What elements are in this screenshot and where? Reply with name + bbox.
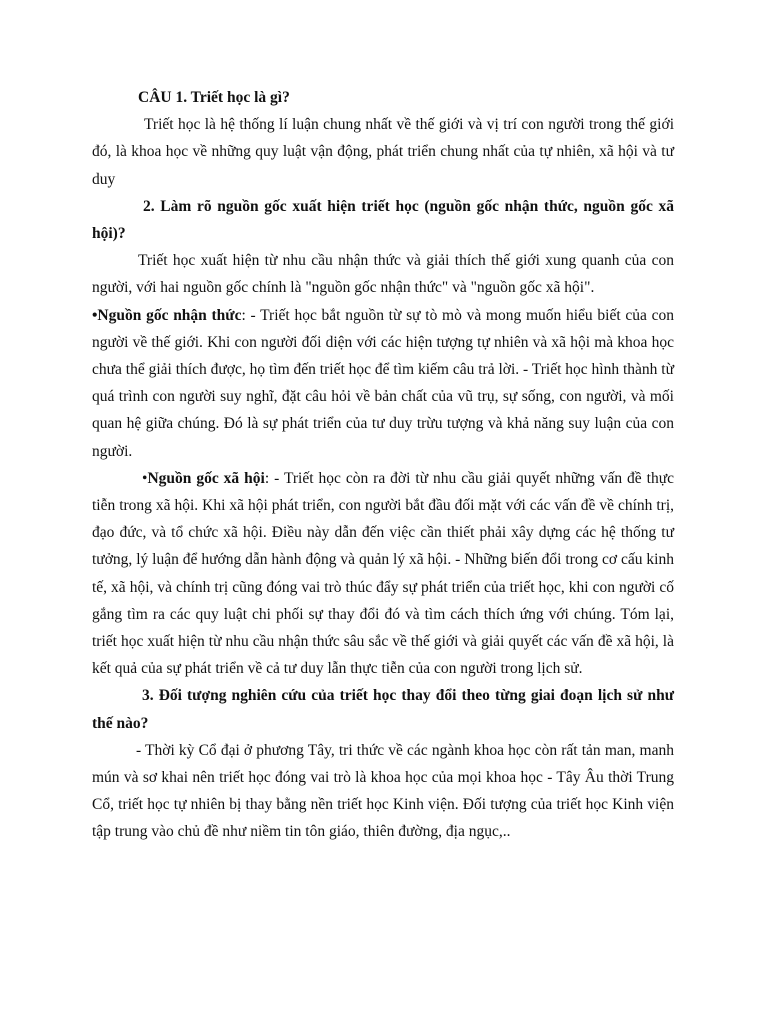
question-3-answer: - Thời kỳ Cổ đại ở phương Tây, tri thức về các ngành khoa học còn rất tản man, manh mún và sơ khai nên triết học đóng vai trò là khoa học của mọi khoa học - Tây Âu thời Trung Cổ, triết học tự nhiên bị thay bằng nền triết học Kinh viện. Đối tượng của triết học Kinh viện tập trung vào chủ đề như niềm tin tôn giáo, thiên đường, địa ngục,.. <box>92 741 674 841</box>
question-2-intro: Triết học xuất hiện từ nhu cầu nhận thức và giải thích thế giới xung quanh của con người, với hai nguồn gốc chính là "nguồn gốc nhận thức" và "nguồn gốc xã hội". <box>92 252 674 297</box>
question-1-answer: Triết học là hệ thống lí luận chung nhất về thế giới và vị trí con người trong thế giới đó, là khoa học về những quy luật vận động, phát triển chung nhất của tự nhiên, xã hội và tư duy <box>92 116 674 188</box>
question-3-title: 3. Đối tượng nghiên cứu của triết học thay đổi theo từng giai đoạn lịch sử như thế nào? <box>92 687 674 732</box>
cognitive-origin-paragraph <box>92 302 674 465</box>
question-2-title: 2. Làm rõ nguồn gốc xuất hiện triết học (nguồn gốc nhận thức, nguồn gốc xã hội)? <box>92 197 674 243</box>
social-origin-text: : - Triết học còn ra đời từ nhu cầu giải quyết những vấn đề thực tiễn trong xã hội. Khi xã hội phát triển, con người bắt đầu đối mặt với các vấn đề về chính trị, đạo đức, và tổ chức xã hội. Điều này dẫn đến việc cần thiết phải xây dựng các hệ thống tư tưởng, lý luận để hướng dẫn hành động và quản lý xã hội. - Những biến đổi trong cơ cấu kinh tế, xã hội, và chính trị cũng đóng vai trò thúc đẩy sự phát triển của triết học, khi con người cố gắng tìm ra các quy luật chi phối sự thay đổi đó và tìm cách thích ứng với chúng. Tóm lại, triết học xuất hiện từ nhu cầu nhận thức sâu sắc về thế giới và giải quyết các vấn đề xã hội, là kết quả của sự phát triển về cả tư duy lẫn thực tiễn của con người trong lịch sử. <box>92 469 674 678</box>
social-origin-paragraph <box>92 465 674 683</box>
cognitive-origin-label: •Nguồn gốc nhận thức <box>92 306 242 324</box>
social-origin-bullet: • <box>142 469 148 487</box>
question-1-heading: CÂU 1. Triết học là gì? <box>138 89 290 106</box>
question-3-heading <box>92 682 674 736</box>
question-2-heading <box>92 193 674 247</box>
cognitive-origin-text: : - Triết học bắt nguồn từ sự tò mò và mong muốn hiểu biết của con người về thế giới. Khi con người đối diện với các hiện tượng tự nhiên và xã hội mà khoa học chưa thể giải thích được, họ tìm đến triết học để tìm kiếm câu trả lời. - Triết học hình thành từ quá trình con người suy nghĩ, đặt câu hỏi về bản chất của vũ trụ, sự sống, con người, và mối quan hệ giữa chúng. Đó là sự phát triển của tư duy trừu tượng và khả năng suy luận của con người. <box>92 306 674 460</box>
document-body <box>92 84 674 846</box>
social-origin-label: Nguồn gốc xã hội <box>147 469 265 487</box>
